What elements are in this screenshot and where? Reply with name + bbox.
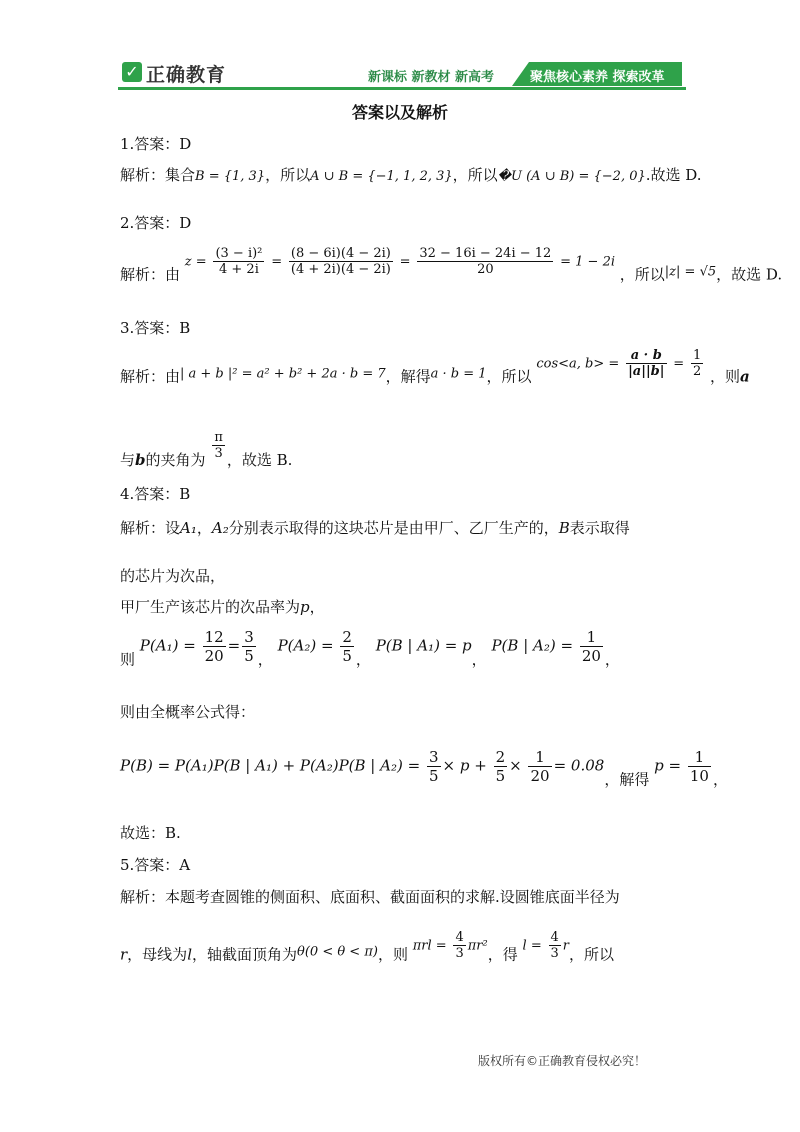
q1-answer: 1.答案：D bbox=[120, 135, 192, 153]
q4-total-probability: P(B) = P(A₁)P(B | A₁) + P(A₂)P(B | A₂) = $\frac{3}{5}$ × p + $\frac{2}{5}$ × $\frac{1}{20}$ = 0.08，解得 p = $\frac{1}{10}$ ， bbox=[120, 748, 728, 789]
q4-explanation: 解析：设A₁，A₂分别表示取得的这块芯片是由甲厂、乙厂生产的，B表示取得 bbox=[120, 519, 630, 537]
q3-explanation-line2: 与b的夹角为 $\frac{\pi}{3}$ ，故选 B. bbox=[120, 430, 293, 469]
q5-explanation: 解析：本题考查圆锥的侧面积、底面积、截面面积的求解.设圆锥底面半径为 bbox=[120, 888, 620, 906]
q3-explanation: 解析：由| a + b |² = a² + b² + 2a · b = 7，解得a · b = 1，所以 cos<a, b> = $\frac{a \cdot b}{|a||b|}$ = $\frac{1}{2}$ ，则a bbox=[120, 348, 750, 386]
q3-answer: 3.答案：B bbox=[120, 319, 191, 337]
q4-conclusion: 故选：B. bbox=[120, 824, 181, 842]
q4-answer: 4.答案：B bbox=[120, 485, 191, 503]
page-title: 答案以及解析 bbox=[351, 103, 448, 122]
q4-explanation-line5: 则由全概率公式得： bbox=[120, 703, 256, 721]
copyright-footer: 版权所有©正确教育侵权必究！ bbox=[478, 1054, 647, 1068]
q2-explanation: 解析：由 z = $\frac{\text{(3 − i)²}}{4 + 2i}$ = $\frac{(8 - 6i)(4 - 2i)}{(4 + 2i)(4 - 2i)}$ = $\frac{32 - 16i - 24i - 12}{20}$ = 1 − 2i ，所以|z| = √5，故选 D. bbox=[120, 246, 783, 284]
logo-check-icon: ✓ bbox=[122, 62, 142, 82]
q4-probabilities: 则 P(A₁) = $\frac{12}{20}$ = $\frac{3}{5}$ ， P(A₂) = $\frac{2}{5}$ ， P(B | A₁) = p， P(B | A₂) = $\frac{1}{20}$ ， bbox=[120, 628, 620, 669]
q4-explanation-line2: 的芯片为次品， bbox=[120, 567, 226, 585]
q2-answer: 2.答案：D bbox=[120, 214, 192, 232]
slogan-left: 新课标 新教材 新高考 bbox=[368, 70, 495, 85]
q4-explanation-line3: 甲厂生产该芯片的次品率为p， bbox=[120, 598, 325, 616]
q5-explanation-line2: r，母线为l，轴截面顶角为θ(0 < θ < π)，则 πrl = $\frac{4}{3}$ πr²，得 l = $\frac{4}{3}$ r，所以 bbox=[120, 930, 615, 964]
brand-name: 正确教育 bbox=[146, 64, 227, 86]
slogan-right: 聚焦核心素养 探索改革 bbox=[530, 70, 665, 85]
q1-explanation: 解析：集合B = {1, 3}，所以A ∪ B = {−1, 1, 2, 3}，所以�U (A ∪ B) = {−2, 0}.故选 D. bbox=[120, 166, 702, 184]
header-divider bbox=[118, 87, 686, 90]
q5-answer: 5.答案：A bbox=[120, 856, 191, 874]
